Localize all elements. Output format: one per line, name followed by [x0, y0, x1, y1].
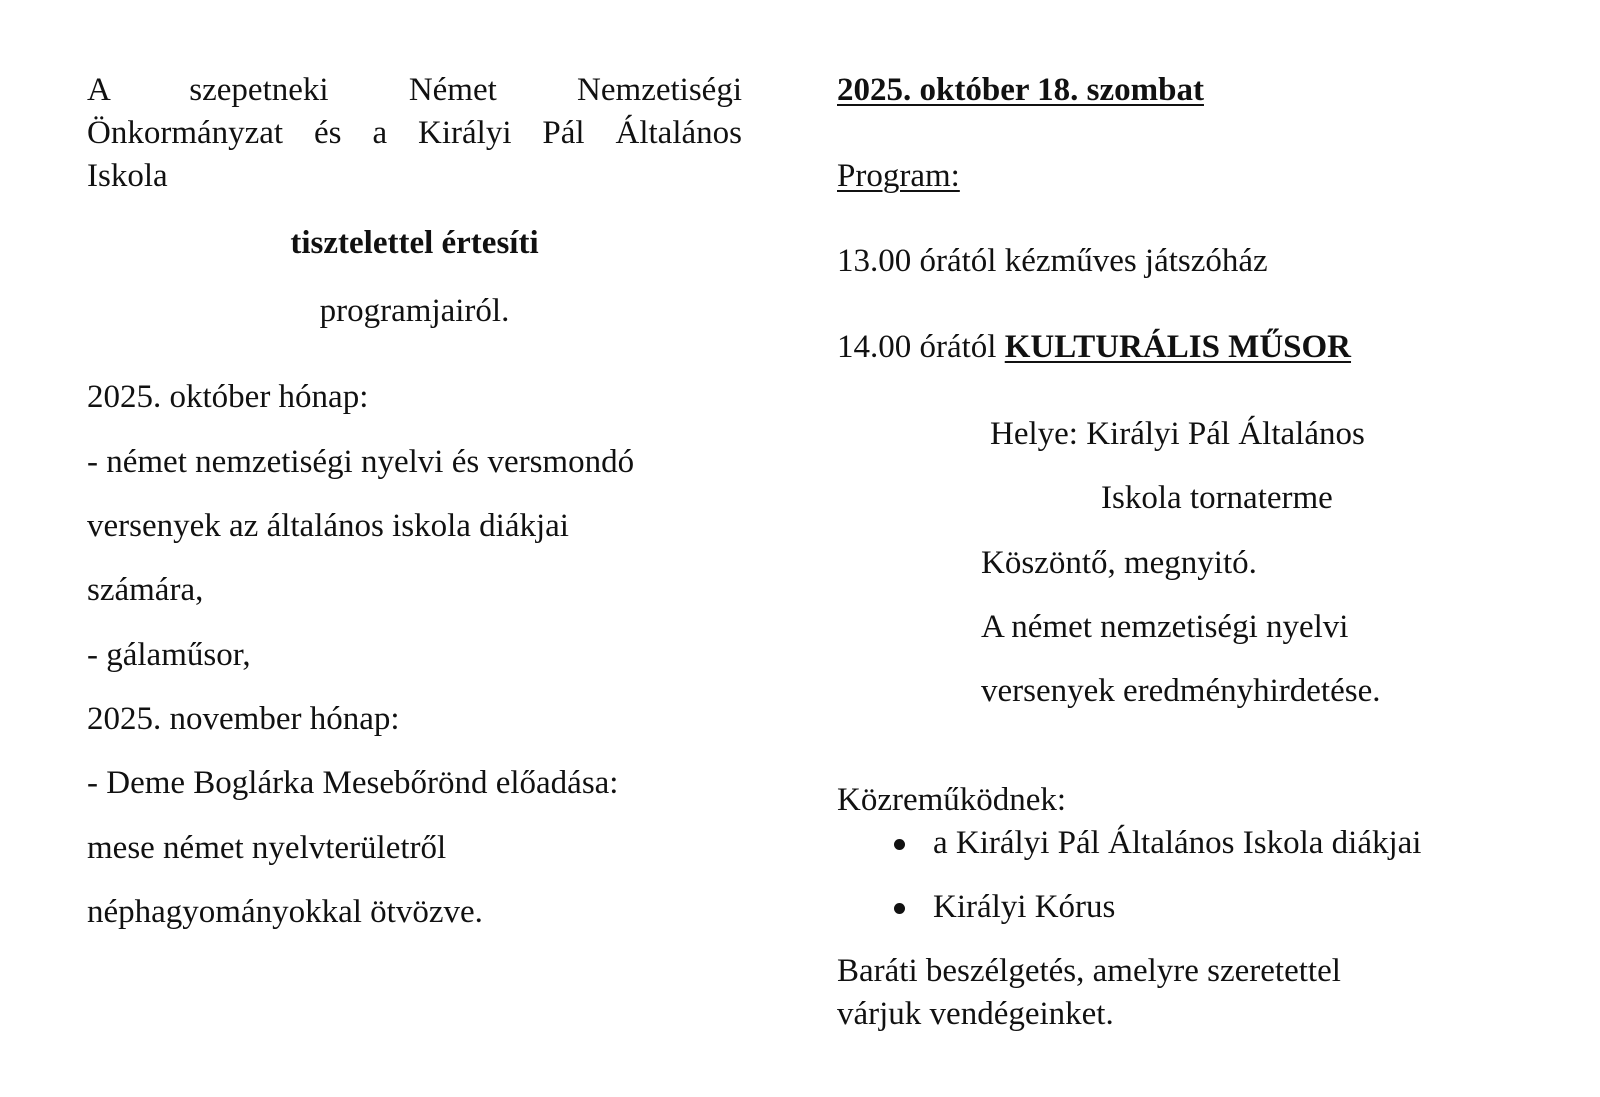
- intro-line: A szepetneki Német Nemzetiségi: [87, 72, 742, 108]
- october-item: versenyek az általános iskola diákjai: [87, 508, 569, 544]
- schedule-time: 13.00 órától: [837, 243, 997, 279]
- closing-line: Baráti beszélgetés, amelyre szeretettel: [837, 953, 1341, 989]
- contributors-label: Közreműködnek:: [837, 782, 1067, 818]
- closing-line: várjuk vendégeinket.: [837, 996, 1114, 1032]
- contributor-item: a Királyi Pál Általános Iskola diákjai: [933, 825, 1422, 861]
- intro-line: Önkormányzat és a Királyi Pál Általános: [87, 115, 742, 151]
- schedule-item: [837, 241, 1268, 281]
- agenda-item: Köszöntő, megnyitó.: [981, 545, 1257, 581]
- schedule-time: 14.00 órától: [837, 329, 997, 365]
- november-item: mese német nyelvterületről: [87, 830, 447, 866]
- contributor-item: Királyi Kórus: [933, 889, 1116, 925]
- october-heading: 2025. október hónap:: [87, 379, 369, 415]
- october-item: számára,: [87, 572, 204, 608]
- bullet-icon: [894, 903, 905, 914]
- agenda-item: versenyek eredményhirdetése.: [981, 673, 1381, 709]
- agenda-item: A német nemzetiségi nyelvi: [981, 609, 1349, 645]
- schedule-activity: kézműves játszóház: [1004, 243, 1268, 279]
- program-label: Program:: [837, 158, 960, 194]
- november-heading: 2025. november hónap:: [87, 701, 400, 737]
- venue-line: Iskola tornaterme: [1101, 480, 1333, 516]
- notice-heading: tisztelettel értesíti: [290, 225, 539, 261]
- bullet-icon: [894, 839, 905, 850]
- schedule-item: [837, 327, 1351, 367]
- intro-line: Iskola: [87, 158, 168, 194]
- schedule-activity-highlight: KULTURÁLIS MŰSOR: [1004, 329, 1352, 365]
- october-item: - gálaműsor,: [87, 637, 251, 673]
- october-item: - német nemzetiségi nyelvi és versmondó: [87, 444, 635, 480]
- november-item: néphagyományokkal ötvözve.: [87, 894, 483, 930]
- event-date: 2025. október 18. szombat: [837, 72, 1204, 108]
- venue-line: Helye: Királyi Pál Általános: [990, 416, 1365, 452]
- november-item: - Deme Boglárka Mesebőrönd előadása:: [87, 765, 619, 801]
- notice-subheading: programjairól.: [319, 293, 510, 329]
